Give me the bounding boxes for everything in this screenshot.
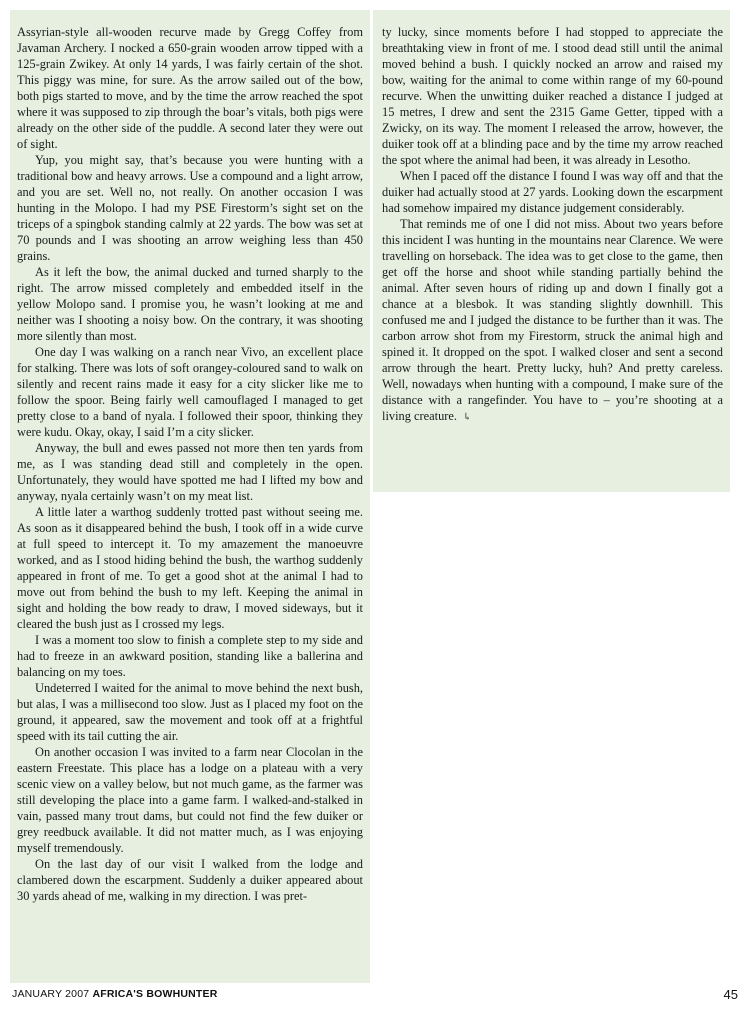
magazine-name: AFRICA'S BOWHUNTER [92,988,218,1000]
paragraph: Assyrian-style all-wooden recurve made by Gregg Coffey from Javaman Archery. I nocked a 650-grain wooden arrow tipped with a 125-grain Zwikey. At only 14 yards, I was fairly certain of the shot. This piggy was mine, for sure. As the arrow sailed out of the bow, both pigs started to move, and by the time the arrow reached the spot where it was supposed to zip through the boar’s vitals, both pigs were already on the other side of the puddle. A second later they were out of sight. [17,25,363,151]
issue-date: JANUARY 2007 [12,988,90,1000]
paragraph: One day I was walking on a ranch near Vivo, an excellent place for stalking. There was lots of soft orangey-coloured sand to walk on silently and recent rains made it easy for a city slicker like me to follow the spoor. Being fairly well camouflaged I managed to get pretty close to a band of nyala. I followed their spoor, thinking they were kudu. Okay, okay, I said I’m a city slicker. [17,345,363,439]
footer-issue-line [12,988,218,1000]
bowhunter-end-mark-icon: ↳ [463,412,472,423]
paragraph-text: That reminds me of one I did not miss. About two years before this incident I was hunting in the mountains near Clarence. We were travelling on horseback. The idea was to get close to the game, then get off the horse and shoot while standing partially behind the animal. After seven hours of riding up and down I finally got a chance at a blesbok. It was standing slightly downhill. This confused me and I judged the distance to be further than it was. The carbon arrow shot from my Firestorm, struck the animal high and spined it. It dropped on the spot. I walked closer and sent a second arrow through the heart. Pretty lucky, huh? And pretty careless. Well, nowadays when hunting with a compound, I make sure of the distance with a rangefinder. You have to – you’re shooting at a living creature. [382,217,723,423]
paragraph: As it left the bow, the animal ducked and turned sharply to the right. The arrow missed completely and embedded itself in the yellow Molopo sand. I promise you, he wasn’t looking at me and neither was I shooting a noisy bow. On the contrary, it was shooting more silently than most. [17,265,363,343]
paragraph: ty lucky, since moments before I had stopped to appreciate the breathtaking view in front of me. I stood dead still until the animal moved behind a bush. I quickly nocked an arrow and raised my bow, waiting for the animal to come within range of my 60-pound recurve. When the unwitting duiker reached a distance I judged at 15 metres, I drew and sent the 2315 Game Getter, tipped with a Zwicky, on its way. The moment I released the arrow, however, the duiker took off at a blinding pace and by the time my arrow reached the spot where the animal had been, it was already in Lesotho. [382,25,723,167]
paragraph: On the last day of our visit I walked from the lodge and clambered down the escarpment. Suddenly a duiker appeared about 30 yards ahead of me, walking in my direction. I was pret- [17,857,363,903]
paragraph: A little later a warthog suddenly trotted past without seeing me. As soon as it disappeared behind the bush, I took off in a wide curve at full speed to intercept it. To my amazement the manoeuvre worked, and as I stood hiding behind the bush, the warthog suddenly appeared in front of me. To get a good shot at the animal I had to move out from behind the bush to my left. Keeping the animal in sight and holding the bow ready to draw, I moved sideways, but it cleared the bush just as I crossed my legs. [17,505,363,631]
paragraph: When I paced off the distance I found I was way off and that the duiker had actually stood at 27 yards. Looking down the escarpment had somehow impaired my distance judgement considerably. [382,169,723,215]
article-right-column [373,10,730,492]
paragraph: On another occasion I was invited to a farm near Clocolan in the eastern Freestate. This place has a lodge on a plateau with a very scenic view on a valley below, but not much game, as the farmer was still developing the place into a game farm. I walked-and-stalked in vain, passed many trout dams, but could not find the few duiker or grey reedbuck available. It did not matter much, as I was enjoying myself tremendously. [17,745,363,855]
article-left-column [10,10,370,983]
paragraph: I was a moment too slow to finish a complete step to my side and had to freeze in an awkward position, standing like a ballerina and balancing on my toes. [17,633,363,679]
paragraph: Yup, you might say, that’s because you were hunting with a traditional bow and heavy arrows. Use a compound and a light arrow, and you are set. Well no, not really. On another occasion I was hunting in the Molopo. I had my PSE Firestorm’s sight set on the triceps of a spingbok standing calmly at 22 yards. The bow was set at 70 pounds and I was shooting an arrow weighing less than 450 grains. [17,153,363,263]
paragraph-last [382,216,723,426]
page-number: 45 [723,987,738,1002]
paragraph: Anyway, the bull and ewes passed not more then ten yards from me, as I was standing dead still and completely in the open. Unfortunately, they would have spotted me had I lifted my bow and anyway, nyala certainly wasn’t on my meat list. [17,441,363,503]
paragraph: Undeterred I waited for the animal to move behind the next bush, but alas, I was a millisecond too slow. Just as I placed my foot on the ground, it appeared, saw the movement and took off at a frightful speed with its tail cutting the air. [17,681,363,743]
